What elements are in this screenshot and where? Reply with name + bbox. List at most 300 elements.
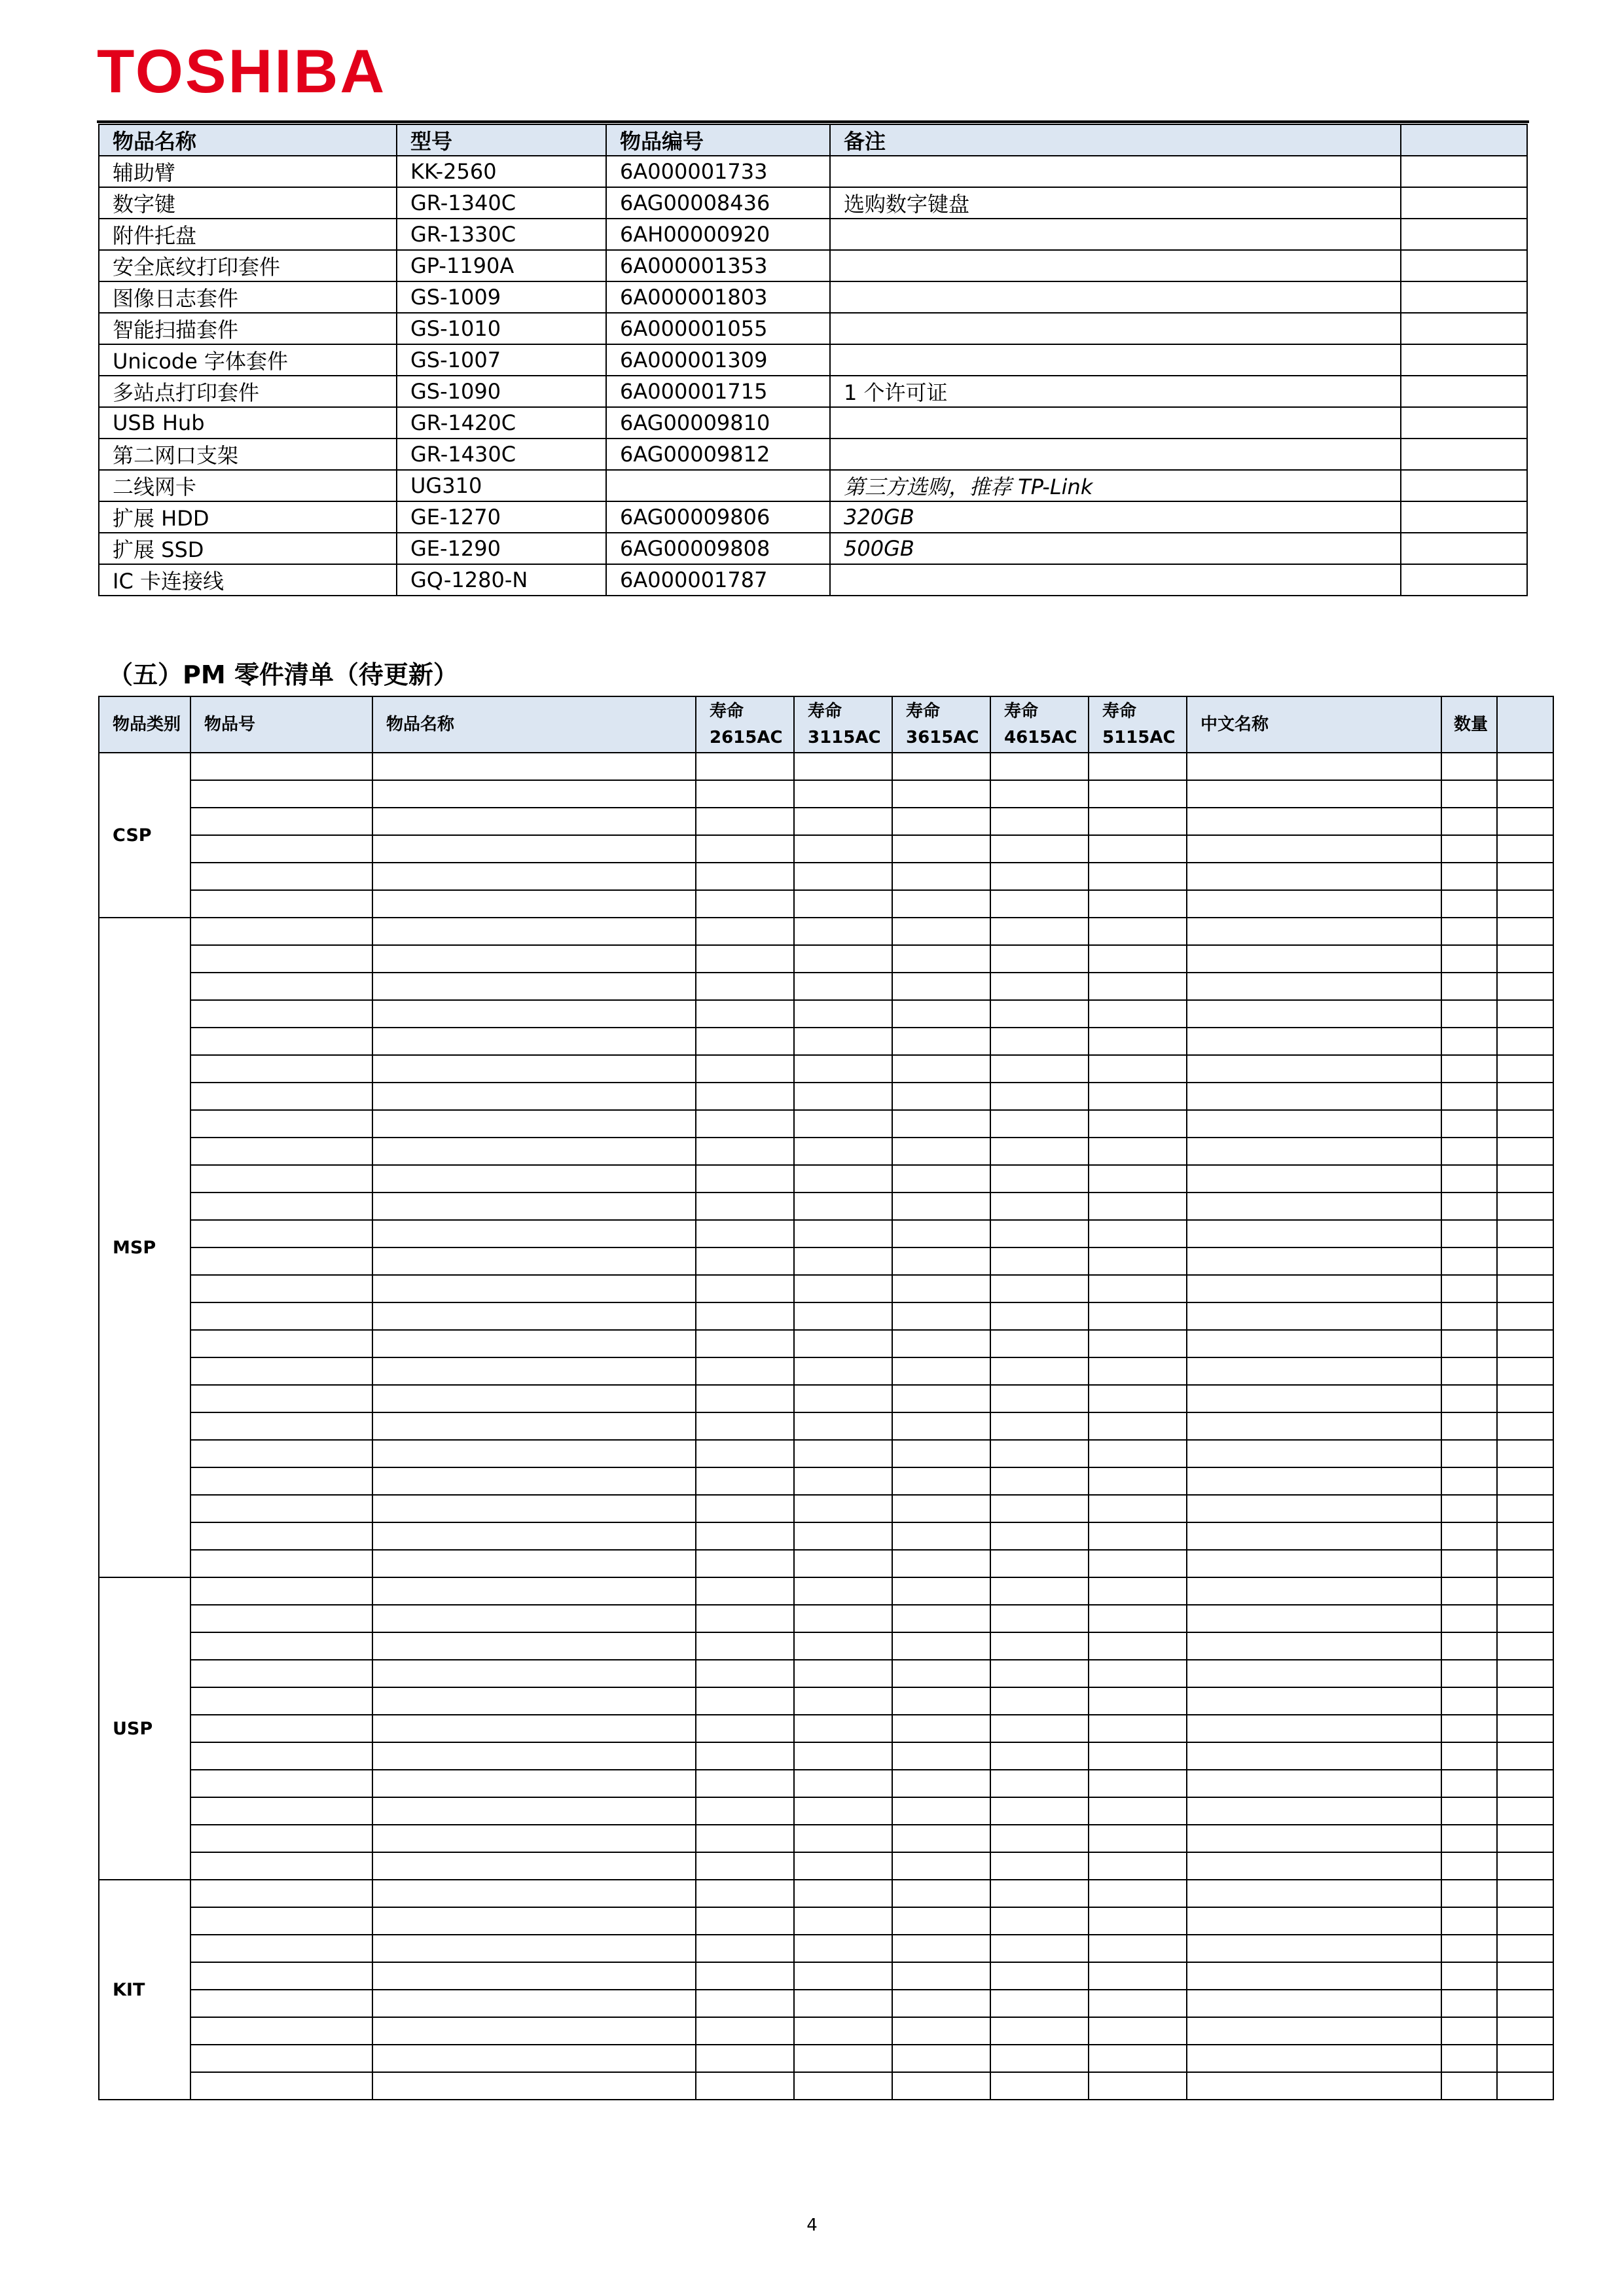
empty-cell	[892, 1028, 990, 1055]
empty-cell	[190, 2045, 372, 2072]
empty-cell	[1187, 1825, 1441, 1852]
empty-cell	[892, 1852, 990, 1880]
empty-cell	[1441, 1083, 1497, 1110]
empty-cell	[1497, 890, 1553, 918]
empty-cell	[696, 1083, 794, 1110]
empty-cell	[1497, 1605, 1553, 1632]
model-cell: GP-1190A	[397, 250, 606, 281]
table-row	[99, 1302, 1553, 1330]
empty-cell	[1187, 1055, 1441, 1083]
empty-cell	[1497, 2072, 1553, 2100]
table-row	[99, 407, 1527, 439]
empty-cell	[794, 945, 892, 973]
empty-cell	[696, 1467, 794, 1495]
empty-cell	[1441, 2017, 1497, 2045]
table-row	[99, 1577, 1553, 1605]
empty-cell	[1089, 945, 1187, 973]
remarks-cell	[830, 313, 1401, 344]
empty-cell	[1187, 863, 1441, 890]
empty-cell	[190, 1660, 372, 1687]
empty-cell	[1089, 1467, 1187, 1495]
empty-cell	[1089, 1770, 1187, 1797]
empty-cell	[794, 1962, 892, 1990]
empty-cell	[1441, 1935, 1497, 1962]
empty-cell	[1497, 1055, 1553, 1083]
empty-cell	[1089, 1440, 1187, 1467]
header-blank	[1401, 124, 1527, 156]
empty-cell	[696, 863, 794, 890]
empty-cell	[1497, 1138, 1553, 1165]
empty-cell	[1089, 1880, 1187, 1907]
empty-cell	[1187, 1275, 1441, 1302]
empty-cell	[794, 1522, 892, 1550]
empty-cell	[990, 1577, 1089, 1605]
empty-cell	[190, 1302, 372, 1330]
header-life-3115ac: 寿命 3115AC	[794, 696, 892, 753]
empty-cell	[794, 1138, 892, 1165]
empty-cell	[1497, 1660, 1553, 1687]
empty-cell	[372, 1440, 696, 1467]
empty-cell	[892, 1880, 990, 1907]
empty-cell	[1187, 2017, 1441, 2045]
empty-cell	[1187, 835, 1441, 863]
empty-cell	[892, 1577, 990, 1605]
empty-cell	[372, 1742, 696, 1770]
empty-cell	[190, 890, 372, 918]
remarks-cell: 1 个许可证	[830, 376, 1401, 407]
empty-cell	[1089, 1660, 1187, 1687]
empty-cell	[794, 1935, 892, 1962]
model-cell: UG310	[397, 470, 606, 501]
item-number-cell: 6AG00009806	[606, 501, 830, 533]
empty-cell	[1089, 863, 1187, 890]
empty-cell	[372, 1330, 696, 1357]
table-row	[99, 1467, 1553, 1495]
empty-cell	[696, 1907, 794, 1935]
empty-cell	[990, 753, 1089, 780]
table-row	[99, 501, 1527, 533]
empty-cell	[990, 1495, 1089, 1522]
table-row	[99, 1660, 1553, 1687]
empty-cell	[1187, 973, 1441, 1000]
empty-cell	[1187, 780, 1441, 808]
empty-cell	[1497, 1302, 1553, 1330]
empty-cell	[190, 1330, 372, 1357]
empty-cell	[892, 2017, 990, 2045]
empty-cell	[1089, 1577, 1187, 1605]
empty-cell	[794, 2017, 892, 2045]
item-number-cell: 6AG00009810	[606, 407, 830, 439]
empty-cell	[190, 1275, 372, 1302]
empty-cell	[372, 918, 696, 945]
item-number-cell: 6A000001055	[606, 313, 830, 344]
empty-cell	[1441, 1440, 1497, 1467]
empty-cell	[794, 1605, 892, 1632]
empty-cell	[372, 1412, 696, 1440]
empty-cell	[1441, 1605, 1497, 1632]
empty-cell	[190, 973, 372, 1000]
empty-cell	[794, 780, 892, 808]
empty-cell	[892, 1687, 990, 1715]
header-item-name: 物品名称	[99, 124, 397, 156]
empty-cell	[990, 863, 1089, 890]
empty-cell	[1187, 1770, 1441, 1797]
header-part-name: 物品名称	[372, 696, 696, 753]
empty-cell	[1089, 1055, 1187, 1083]
empty-cell	[892, 1000, 990, 1028]
empty-cell	[190, 808, 372, 835]
empty-cell	[190, 1962, 372, 1990]
empty-cell	[372, 808, 696, 835]
empty-cell	[892, 1083, 990, 1110]
empty-cell	[892, 1357, 990, 1385]
empty-cell	[990, 1880, 1089, 1907]
empty-cell	[990, 780, 1089, 808]
empty-cell	[990, 1165, 1089, 1193]
empty-cell	[190, 1990, 372, 2017]
empty-cell	[1441, 1990, 1497, 2017]
empty-cell	[696, 1302, 794, 1330]
empty-cell	[1187, 1220, 1441, 1247]
empty-cell	[190, 1797, 372, 1825]
empty-cell	[696, 1110, 794, 1138]
category-cell: CSP	[99, 753, 190, 918]
empty-cell	[372, 1632, 696, 1660]
empty-cell	[1187, 753, 1441, 780]
table-row	[99, 156, 1527, 187]
table-row	[99, 1357, 1553, 1385]
header-life-4615ac: 寿命 4615AC	[990, 696, 1089, 753]
empty-cell	[1497, 2045, 1553, 2072]
empty-cell	[1441, 1110, 1497, 1138]
empty-cell	[190, 945, 372, 973]
table-row	[99, 2045, 1553, 2072]
empty-cell	[1187, 1577, 1441, 1605]
empty-cell	[696, 1605, 794, 1632]
empty-cell	[892, 1247, 990, 1275]
empty-cell	[794, 1990, 892, 2017]
empty-cell	[696, 1852, 794, 1880]
empty-cell	[1187, 1083, 1441, 1110]
empty-cell	[372, 1605, 696, 1632]
empty-cell	[696, 1028, 794, 1055]
table-row	[99, 1138, 1553, 1165]
table-row	[99, 1632, 1553, 1660]
remarks-cell	[830, 344, 1401, 376]
blank-cell	[1401, 564, 1527, 596]
empty-cell	[372, 1000, 696, 1028]
empty-cell	[1187, 1028, 1441, 1055]
item-name-cell: 智能扫描套件	[99, 313, 397, 344]
item-number-cell: 6AH00000920	[606, 219, 830, 250]
empty-cell	[794, 1880, 892, 1907]
empty-cell	[990, 1330, 1089, 1357]
empty-cell	[892, 1522, 990, 1550]
empty-cell	[794, 1852, 892, 1880]
empty-cell	[892, 780, 990, 808]
empty-cell	[1497, 1495, 1553, 1522]
empty-cell	[990, 1715, 1089, 1742]
empty-cell	[1497, 2017, 1553, 2045]
empty-cell	[1441, 973, 1497, 1000]
empty-cell	[990, 918, 1089, 945]
empty-cell	[1187, 2072, 1441, 2100]
accessories-table	[98, 124, 1528, 596]
empty-cell	[1497, 918, 1553, 945]
empty-cell	[1441, 1880, 1497, 1907]
empty-cell	[794, 1302, 892, 1330]
empty-cell	[696, 1715, 794, 1742]
empty-cell	[1497, 1715, 1553, 1742]
remarks-cell	[830, 281, 1401, 313]
empty-cell	[696, 1000, 794, 1028]
empty-cell	[1441, 780, 1497, 808]
empty-cell	[696, 1880, 794, 1907]
empty-cell	[892, 2072, 990, 2100]
empty-cell	[1089, 1852, 1187, 1880]
empty-cell	[1441, 1577, 1497, 1605]
item-number-cell: 6A000001803	[606, 281, 830, 313]
table-row	[99, 1797, 1553, 1825]
empty-cell	[372, 1907, 696, 1935]
item-number-cell: 6A000001787	[606, 564, 830, 596]
empty-cell	[372, 1193, 696, 1220]
blank-cell	[1401, 470, 1527, 501]
empty-cell	[1497, 1852, 1553, 1880]
empty-cell	[1441, 1852, 1497, 1880]
empty-cell	[794, 863, 892, 890]
empty-cell	[892, 1138, 990, 1165]
empty-cell	[794, 1055, 892, 1083]
table-row	[99, 753, 1553, 780]
empty-cell	[990, 835, 1089, 863]
empty-cell	[892, 1825, 990, 1852]
empty-cell	[990, 1990, 1089, 2017]
empty-cell	[892, 1412, 990, 1440]
empty-cell	[990, 2045, 1089, 2072]
empty-cell	[892, 1742, 990, 1770]
empty-cell	[696, 1275, 794, 1302]
table-row	[99, 2017, 1553, 2045]
empty-cell	[1441, 1550, 1497, 1577]
empty-cell	[372, 1495, 696, 1522]
empty-cell	[1089, 973, 1187, 1000]
empty-cell	[794, 1412, 892, 1440]
item-name-cell: 二线网卡	[99, 470, 397, 501]
empty-cell	[1089, 1357, 1187, 1385]
header-life-5115ac: 寿命 5115AC	[1089, 696, 1187, 753]
empty-cell	[892, 1165, 990, 1193]
empty-cell	[892, 1797, 990, 1825]
empty-cell	[1441, 1220, 1497, 1247]
empty-cell	[696, 1962, 794, 1990]
empty-cell	[696, 1935, 794, 1962]
empty-cell	[1187, 1550, 1441, 1577]
remarks-cell	[830, 156, 1401, 187]
table-row	[99, 2072, 1553, 2100]
header-model: 型号	[397, 124, 606, 156]
empty-cell	[696, 1412, 794, 1440]
empty-cell	[190, 1247, 372, 1275]
empty-cell	[1187, 808, 1441, 835]
empty-cell	[1497, 1770, 1553, 1797]
empty-cell	[696, 1440, 794, 1467]
empty-cell	[696, 1357, 794, 1385]
empty-cell	[372, 863, 696, 890]
item-name-cell: 数字键	[99, 187, 397, 219]
table-row	[99, 1715, 1553, 1742]
empty-cell	[696, 1742, 794, 1770]
empty-cell	[1441, 863, 1497, 890]
table-row	[99, 1962, 1553, 1990]
empty-cell	[794, 1632, 892, 1660]
empty-cell	[696, 1825, 794, 1852]
empty-cell	[696, 835, 794, 863]
empty-cell	[990, 1742, 1089, 1770]
table-row	[99, 1055, 1553, 1083]
item-name-cell: 扩展 HDD	[99, 501, 397, 533]
empty-cell	[696, 2072, 794, 2100]
model-cell: KK-2560	[397, 156, 606, 187]
empty-cell	[1441, 1165, 1497, 1193]
table-row	[99, 1000, 1553, 1028]
empty-cell	[1187, 1715, 1441, 1742]
empty-cell	[1497, 1110, 1553, 1138]
table-row	[99, 863, 1553, 890]
blank-cell	[1401, 156, 1527, 187]
table-row	[99, 376, 1527, 407]
empty-cell	[372, 1302, 696, 1330]
empty-cell	[794, 1110, 892, 1138]
empty-cell	[794, 973, 892, 1000]
empty-cell	[372, 1715, 696, 1742]
empty-cell	[190, 2072, 372, 2100]
empty-cell	[794, 1275, 892, 1302]
empty-cell	[1441, 1522, 1497, 1550]
empty-cell	[1441, 1467, 1497, 1495]
table-row	[99, 918, 1553, 945]
empty-cell	[892, 1550, 990, 1577]
empty-cell	[1089, 835, 1187, 863]
category-cell: KIT	[99, 1880, 190, 2100]
empty-cell	[1497, 945, 1553, 973]
item-number-cell: 6AG00009808	[606, 533, 830, 564]
remarks-cell	[830, 439, 1401, 470]
empty-cell	[1497, 1275, 1553, 1302]
empty-cell	[1441, 1028, 1497, 1055]
toshiba-logo: TOSHIBA	[97, 37, 387, 105]
table-row	[99, 1193, 1553, 1220]
empty-cell	[1441, 1275, 1497, 1302]
header-category: 物品类别	[99, 696, 190, 753]
empty-cell	[794, 835, 892, 863]
empty-cell	[696, 1385, 794, 1412]
empty-cell	[1497, 1797, 1553, 1825]
empty-cell	[1187, 1797, 1441, 1825]
empty-cell	[372, 973, 696, 1000]
empty-cell	[696, 1990, 794, 2017]
empty-cell	[190, 1825, 372, 1852]
table-row	[99, 219, 1527, 250]
empty-cell	[1497, 1687, 1553, 1715]
empty-cell	[1441, 1302, 1497, 1330]
empty-cell	[1187, 1193, 1441, 1220]
empty-cell	[794, 1193, 892, 1220]
empty-cell	[1187, 2045, 1441, 2072]
empty-cell	[892, 1962, 990, 1990]
empty-cell	[1089, 1687, 1187, 1715]
item-name-cell: 附件托盘	[99, 219, 397, 250]
empty-cell	[372, 780, 696, 808]
empty-cell	[1089, 1495, 1187, 1522]
empty-cell	[892, 1990, 990, 2017]
empty-cell	[1089, 1000, 1187, 1028]
empty-cell	[1497, 1083, 1553, 1110]
empty-cell	[1089, 753, 1187, 780]
empty-cell	[1497, 808, 1553, 835]
item-number-cell: 6A000001353	[606, 250, 830, 281]
table-row	[99, 1907, 1553, 1935]
page-number: 4	[806, 2215, 818, 2235]
empty-cell	[1441, 1687, 1497, 1715]
empty-cell	[990, 890, 1089, 918]
table-row	[99, 780, 1553, 808]
table-row	[99, 1275, 1553, 1302]
empty-cell	[1497, 780, 1553, 808]
empty-cell	[892, 1110, 990, 1138]
empty-cell	[1497, 1880, 1553, 1907]
empty-cell	[1441, 1825, 1497, 1852]
item-number-cell	[606, 470, 830, 501]
empty-cell	[372, 1577, 696, 1605]
empty-cell	[990, 1275, 1089, 1302]
empty-cell	[372, 1028, 696, 1055]
empty-cell	[1089, 1302, 1187, 1330]
table-row	[99, 835, 1553, 863]
table-row	[99, 1110, 1553, 1138]
empty-cell	[696, 945, 794, 973]
empty-cell	[1089, 1220, 1187, 1247]
empty-cell	[892, 1632, 990, 1660]
empty-cell	[794, 1083, 892, 1110]
empty-cell	[1441, 1742, 1497, 1770]
blank-cell	[1401, 187, 1527, 219]
empty-cell	[1441, 1385, 1497, 1412]
empty-cell	[190, 1467, 372, 1495]
empty-cell	[1089, 1962, 1187, 1990]
empty-cell	[696, 1193, 794, 1220]
model-cell: GS-1010	[397, 313, 606, 344]
empty-cell	[1089, 1275, 1187, 1302]
empty-cell	[794, 1385, 892, 1412]
empty-cell	[1187, 1907, 1441, 1935]
empty-cell	[190, 1687, 372, 1715]
empty-cell	[190, 1000, 372, 1028]
table-row	[99, 1412, 1553, 1440]
empty-cell	[372, 1990, 696, 2017]
empty-cell	[1089, 1825, 1187, 1852]
empty-cell	[990, 1000, 1089, 1028]
header-quantity: 数量	[1441, 696, 1497, 753]
empty-cell	[190, 1605, 372, 1632]
empty-cell	[1089, 1165, 1187, 1193]
table-row	[99, 890, 1553, 918]
empty-cell	[794, 1715, 892, 1742]
empty-cell	[794, 890, 892, 918]
empty-cell	[1187, 1440, 1441, 1467]
remarks-cell: 第三方选购，推荐 TP-Link	[830, 470, 1401, 501]
empty-cell	[794, 1825, 892, 1852]
